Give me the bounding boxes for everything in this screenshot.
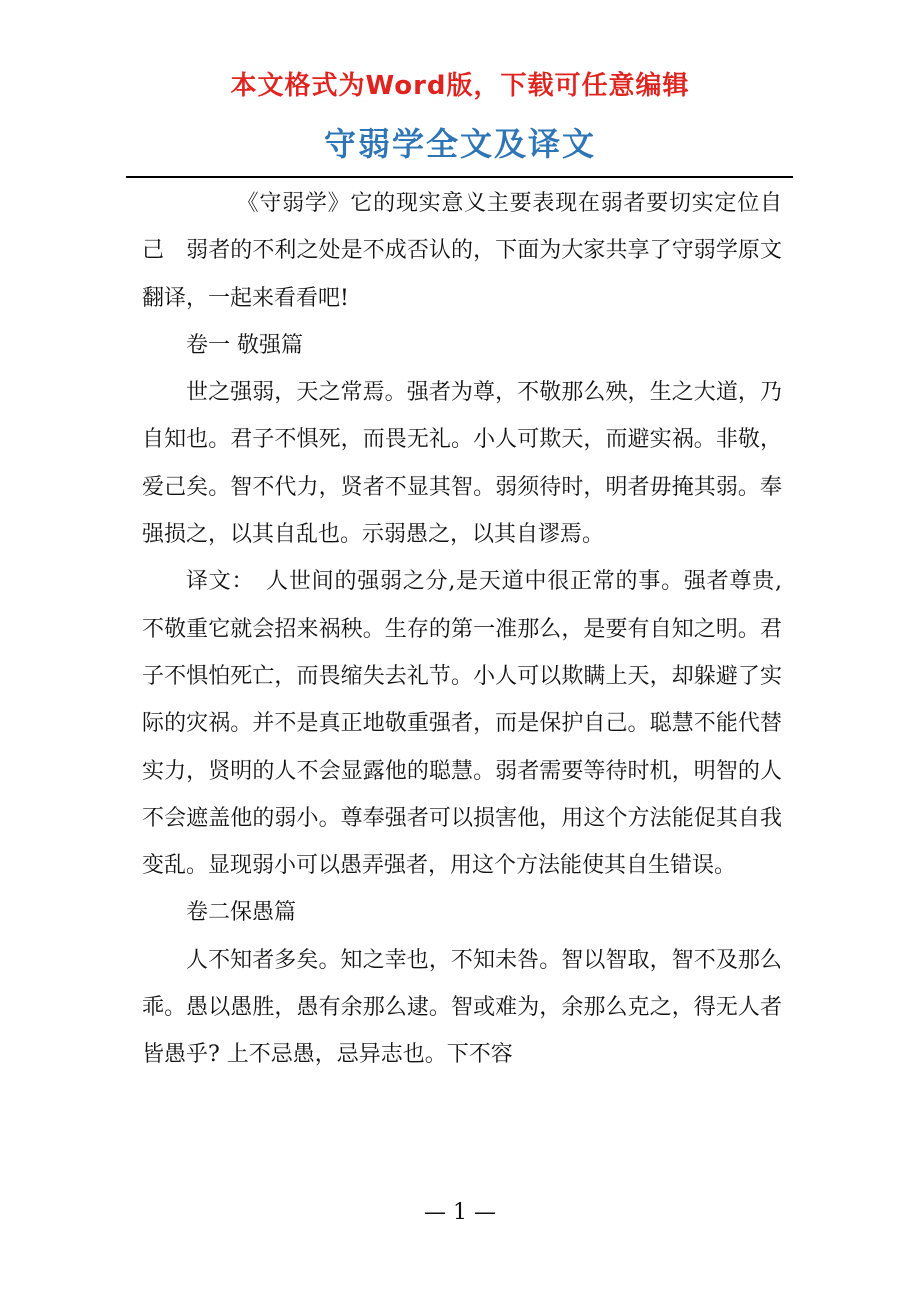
intro-paragraph: 《守弱学》它的现实意义主要表现在弱者要切实定位自己 弱者的不利之处是不成否认的，下面为大家共享了守弱学原文翻译，一起来看看吧! [142,191,782,311]
format-notice-banner: 本文格式为Word版，下载可任意编辑 [230,71,690,101]
chapter-1-original-text: 世之强弱，天之常焉。强者为尊，不敬那么殃，生之大道，乃自知也。君子不惧死，而畏无礼。小人可欺天，而避实祸。非敬，爱己矣。智不代力，贤者不显其智。弱须待时，明者毋掩其弱。奉强损之，以其自乱也。示弱愚之，以其自谬焉。 [142,380,782,548]
header-divider [126,176,793,178]
page-number: — 1 — [424,1200,496,1225]
chapter-2-original-text: 人不知者多矣。知之幸也，不知未咎。智以智取，智不及那么乖。愚以愚胜，愚有余那么逮。智或难为，余那么克之，得无人者皆愚乎? 上不忌愚，忌异志也。下不容 [142,947,782,1068]
section-heading-chapter-2: 卷二保愚篇 [186,900,297,926]
document-title: 守弱学全文及译文 [323,125,596,163]
chapter-1-translation: 译文： 人世间的强弱之分,是天道中很正常的事。强者尊贵,不敬重它就会招来祸秧。生存的第一准那么，是要有自知之明。君子不惧怕死亡，而畏缩失去礼节。小人可以欺瞒上天，却躲避了实际的灾祸。并不是真正地敬重强者，而是保护自己。聪慧不能代替实力，贤明的人不会显露他的聪慧。弱者需要等待时机，明智的人不会遮盖他的弱小。尊奉强者可以损害他，用这个方法能促其自我变乱。显现弱小可以愚弄强者，用这个方法能使其自生错误。 [142,569,782,879]
document-body [142,180,782,1079]
section-heading-chapter-1: 卷一 敬强篇 [186,332,303,358]
